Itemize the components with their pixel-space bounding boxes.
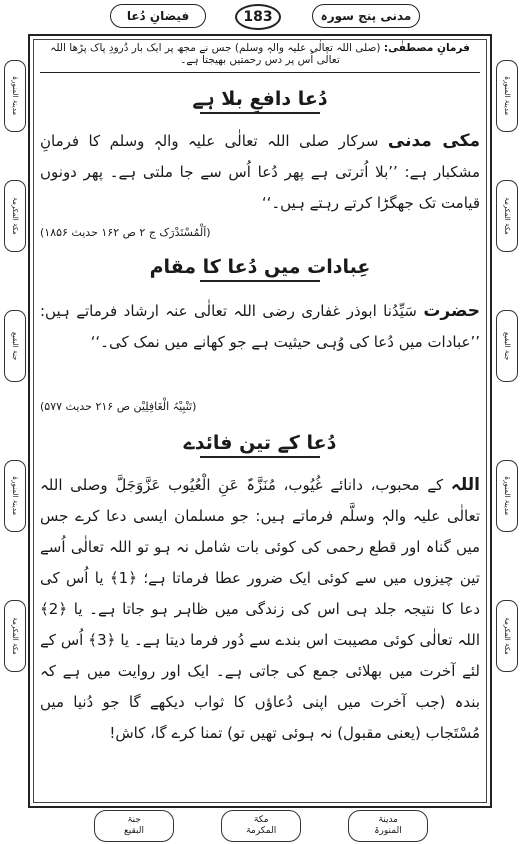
footer-tab-line: مدینۃ <box>377 815 399 825</box>
section-body-2 <box>40 296 480 358</box>
side-tab-label: مکۃ المکرمۃ <box>11 617 19 655</box>
body-text: کے محبوب، دانائے غُیُوب، مُنَزَّہٌ عَنِ الْعُیُوب عَزَّوَجَلَّ وصلی اللہ تعالٰی علیہ والہٖ وسلَّم فرماتے ہیں: جو مسلمان ایسی دعا کرے جس میں گناہ اور قطع رحمی کی کوئی بات شامل نہ ہو تو اللہ تعالٰی اُسے تین چیزوں میں سے کوئی ایک ضرور عطا فرماتا ہے؛ ﴿1﴾ یا اُس کی دعا کا نتیجہ جلد ہی اس کی زندگی میں ظاہر ہو جاتا ہے۔ یا ﴿2﴾ اللہ تعالٰی کوئی مصیبت اس بندے سے دُور فرما دیتا ہے۔ یا ﴿3﴾ اُس کے لئے آخرت میں بھلائی جمع کی جاتی ہے۔ ایک اور روایت میں ہے کہ بندہ (جب آخرت میں اپنی دُعاؤں کا ثواب دیکھے گا جو دُنیا میں مُسْتَجاب (یعنی مقبول) نہ ہوئی تھیں تو) تمنا کرے گا، کاش! <box>40 476 480 742</box>
page-number <box>235 4 281 30</box>
book-title: مدنی پنج سورہ <box>320 9 412 23</box>
reference-text: (تَنْبِیْہُ الْغَافِلِیْن ص ۲۱۶ حدیث ۵۷۷) <box>40 400 197 413</box>
footer-tab-line: مکۃ <box>253 815 269 825</box>
side-tab-label: جنۃ البقیع <box>503 331 511 361</box>
lead-word: حضرت <box>423 301 480 321</box>
chapter-title-tab <box>110 4 206 28</box>
page-number-label: 183 <box>243 9 273 25</box>
section-body-3 <box>40 470 480 749</box>
section-heading-3 <box>40 432 480 458</box>
side-tab-right-5 <box>496 600 518 672</box>
side-tab-right-1 <box>496 60 518 132</box>
footer-tab-line: المنورۃ <box>374 826 402 836</box>
reference-2 <box>40 400 480 413</box>
side-tab-label: مکۃ المکرمۃ <box>11 197 19 235</box>
footer-tab-line: جنۃ <box>127 815 141 825</box>
side-tab-label: مدینۃ المنورۃ <box>503 476 511 516</box>
side-tab-label: مدینۃ المنورۃ <box>503 76 511 116</box>
lead-word: مکی مدنی <box>387 131 480 151</box>
saying-label: فرمانِ مصطفٰی: <box>383 42 470 54</box>
chapter-title: فیضانِ دُعا <box>126 9 190 23</box>
heading-text: عِبادات میں دُعا کا مقام <box>149 256 371 278</box>
heading-text: دُعا دافعِ بلا ہے <box>192 88 328 110</box>
side-tab-label: مدینۃ المنورۃ <box>11 476 19 516</box>
section-heading-1 <box>40 88 480 114</box>
section-heading-2 <box>40 256 480 282</box>
book-title-tab <box>312 4 420 28</box>
prophet-saying-bar <box>40 42 480 73</box>
footer-tab-left <box>94 810 174 842</box>
side-tab-left-4 <box>4 460 26 532</box>
section-body-1 <box>40 126 480 219</box>
body-text: سَیِّدُنا ابوذر غفاری رضی اللہ تعالٰی عنہ ارشاد فرماتے ہیں: ’’عبادات میں دُعا کی وُہی حیثیت ہے جو کھانے میں نمک کی۔‘‘ <box>40 302 480 351</box>
side-tab-label: مکۃ المکرمۃ <box>503 197 511 235</box>
reference-1 <box>40 226 480 239</box>
side-tab-label: جنۃ البقیع <box>11 331 19 361</box>
body-text: سرکار صلی اللہ تعالٰی علیہ والہٖ وسلم کا فرمانِ مشکبار ہے: ’’بلا اُترتی ہے پھر دُعا اُس سے جا ملتی ہے۔ پھر دونوں قیامت تک جھگڑا کرتے رہتے ہیں۔‘‘ <box>40 132 480 212</box>
lead-word: اللہ <box>450 475 480 495</box>
side-tab-right-2 <box>496 180 518 252</box>
heading-text: دُعا کے تین فائدے <box>183 432 337 454</box>
side-tab-left-3 <box>4 310 26 382</box>
side-tab-left-1 <box>4 60 26 132</box>
footer-tab-right <box>348 810 428 842</box>
side-tab-left-5 <box>4 600 26 672</box>
footer-tab-center <box>221 810 301 842</box>
footer-tab-line: البقیع <box>123 826 145 836</box>
side-tab-label: مکۃ المکرمۃ <box>503 617 511 655</box>
side-tab-left-2 <box>4 180 26 252</box>
saying-text: (صلی اللہ تعالٰی علیہ والہٖ وسلم) جس نے مجھ پر ایک بار دُرودِ پاک پڑھا اللہ تعالٰی اُس پر دس رحمتیں بھیجتا ہے۔ <box>50 42 381 66</box>
side-tab-label: مدینۃ المنورۃ <box>11 76 19 116</box>
footer-tab-line: المکرمۃ <box>245 826 277 836</box>
side-tab-right-4 <box>496 460 518 532</box>
side-tab-right-3 <box>496 310 518 382</box>
reference-text: (اَلْمُسْتَدْرَک ج ۲ ص ۱۶۲ حدیث ۱۸۵۶) <box>40 226 211 239</box>
